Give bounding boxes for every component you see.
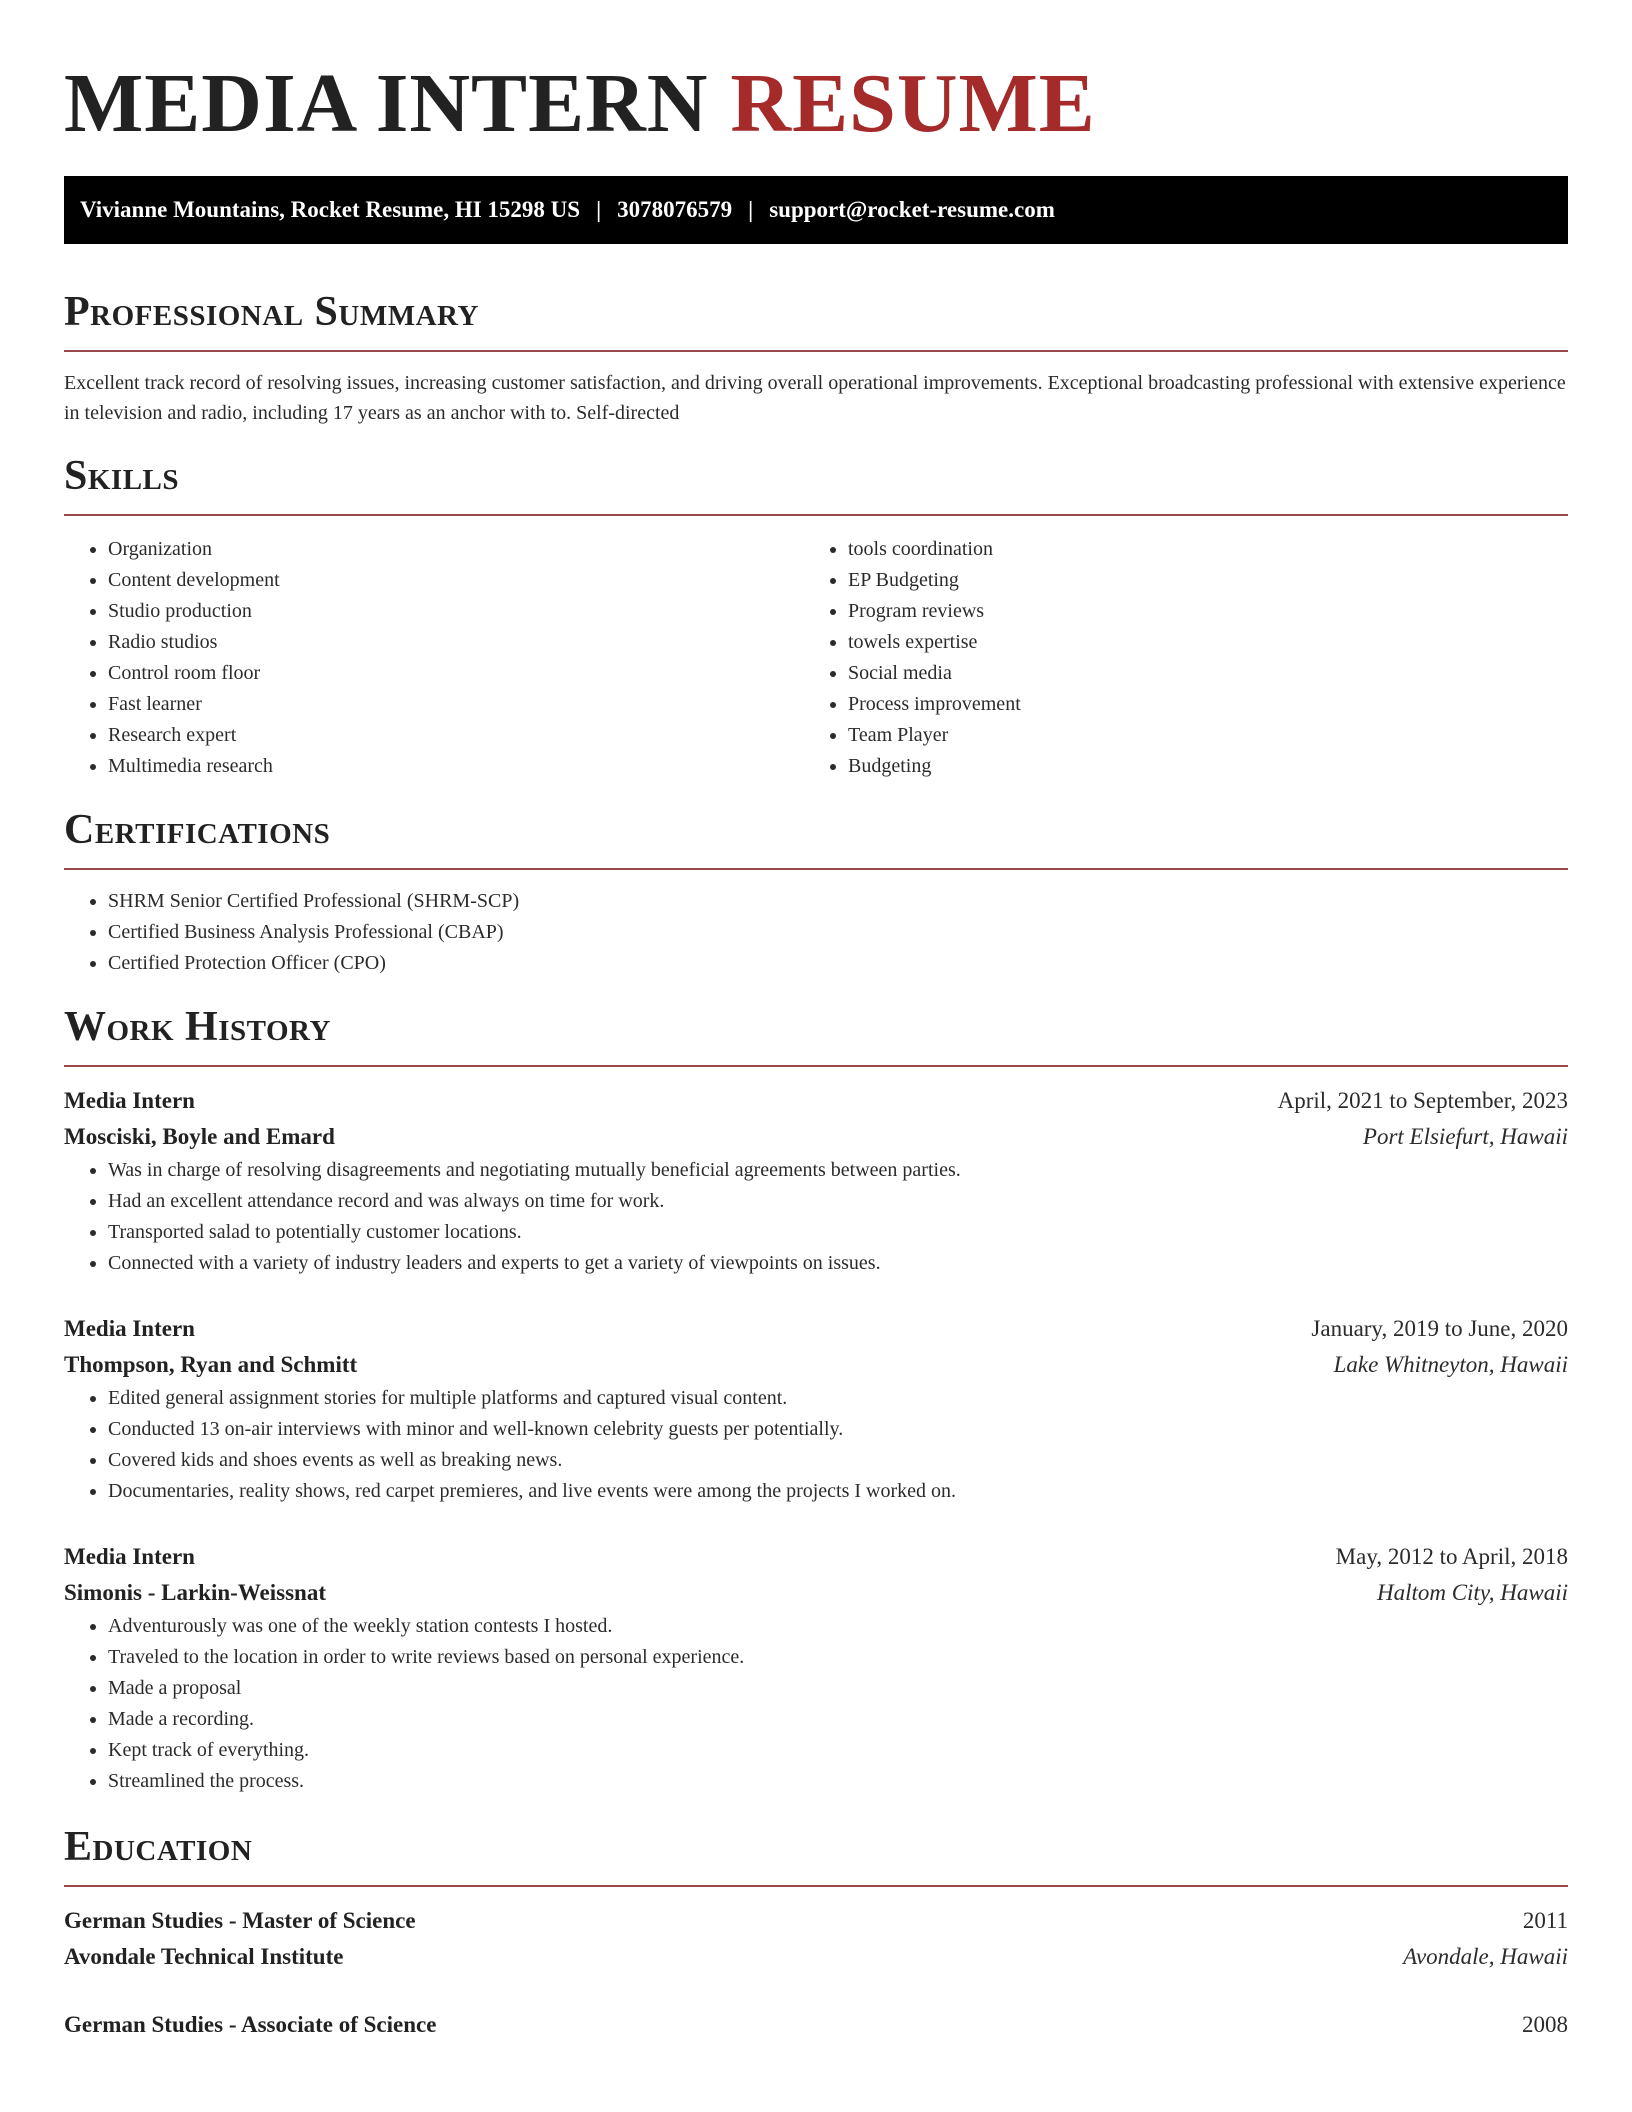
skill-item: • Research expert [108, 720, 804, 751]
skill-item: • Content development [108, 565, 804, 596]
certification-item: • SHRM Senior Certified Professional (SHRM-SCP) [108, 886, 1568, 917]
skill-item: • Multimedia research [108, 751, 804, 782]
job-entry [64, 1311, 1568, 1507]
skill-item: • Process improvement [848, 689, 1544, 720]
education-school-row [64, 1939, 1568, 1975]
title-main: MEDIA INTERN [64, 57, 709, 150]
skill-item: • Program reviews [848, 596, 1544, 627]
education-degree: German Studies - Associate of Science [64, 2012, 437, 2037]
job-bullet: • Adventurously was one of the weekly station contests I hosted. [108, 1611, 1568, 1642]
job-bullet: • Kept track of everything. [108, 1735, 1568, 1766]
job-location: Lake Whitneyton, Hawaii [1333, 1352, 1568, 1377]
section-divider [64, 350, 1568, 352]
job-title: Media Intern [64, 1088, 195, 1113]
job-company: Thompson, Ryan and Schmitt [64, 1352, 358, 1377]
contact-phone: 3078076579 [617, 197, 733, 222]
contact-email: support@rocket-resume.com [769, 197, 1055, 222]
contact-address: Vivianne Mountains, Rocket Resume, HI 15298 US [80, 197, 581, 222]
certifications-list [64, 886, 1568, 979]
contact-bar [64, 176, 1568, 244]
education-location: Avondale, Hawaii [1403, 1944, 1568, 1969]
certifications-heading: Certifications [64, 807, 331, 853]
skill-item: • Radio studios [108, 627, 804, 658]
education-school: Avondale Technical Institute [64, 1944, 344, 1969]
job-bullets [64, 1155, 1568, 1279]
job-bullet: • Edited general assignment stories for multiple platforms and captured visual content. [108, 1383, 1568, 1414]
skills-list-right [804, 534, 1544, 782]
skill-item: • Fast learner [108, 689, 804, 720]
skill-item: • Team Player [848, 720, 1544, 751]
job-location: Haltom City, Hawaii [1376, 1580, 1568, 1605]
skill-item: • Studio production [108, 596, 804, 627]
skill-item: • Social media [848, 658, 1544, 689]
job-company: Mosciski, Boyle and Emard [64, 1124, 335, 1149]
skill-item: • tools coordination [848, 534, 1544, 565]
education-degree-row [64, 1903, 1568, 1939]
job-bullet: • Streamlined the process. [108, 1766, 1568, 1797]
work-history-heading: Work History [64, 1004, 331, 1050]
education-year: 2008 [1522, 2012, 1568, 2037]
job-bullet: • Transported salad to potentially customer locations. [108, 1217, 1568, 1248]
job-header-row [64, 1083, 1568, 1119]
job-header-row [64, 1311, 1568, 1347]
job-company-row [64, 1575, 1568, 1611]
skills-list-left [64, 534, 804, 782]
job-title: Media Intern [64, 1316, 195, 1341]
section-divider [64, 868, 1568, 870]
certifications-section [64, 806, 1568, 979]
summary-section [64, 288, 1568, 428]
job-dates: May, 2012 to April, 2018 [1335, 1544, 1568, 1569]
section-divider [64, 1885, 1568, 1887]
job-company-row [64, 1347, 1568, 1383]
section-divider [64, 514, 1568, 516]
education-year: 2011 [1522, 1908, 1568, 1933]
skill-item: • towels expertise [848, 627, 1544, 658]
job-bullets [64, 1383, 1568, 1507]
summary-text: Excellent track record of resolving issues, increasing customer satisfaction, and driving overall operational improvements. Exceptional broadcasting professional with extensive experience in television and radio, including 17 years as an anchor with to. Self-directed [64, 372, 1566, 424]
job-bullet: • Traveled to the location in order to write reviews based on personal experience. [108, 1642, 1568, 1673]
education-section [64, 1823, 1568, 2043]
job-bullet: • Had an excellent attendance record and was always on time for work. [108, 1186, 1568, 1217]
job-dates: January, 2019 to June, 2020 [1311, 1316, 1568, 1341]
skills-heading: Skills [64, 453, 180, 499]
resume-title [64, 0, 1568, 152]
summary-heading: Professional Summary [64, 289, 479, 335]
skills-column-right [804, 534, 1544, 782]
contact-separator: | [596, 197, 602, 222]
skill-item: • Budgeting [848, 751, 1544, 782]
job-bullet: • Covered kids and shoes events as well as breaking news. [108, 1445, 1568, 1476]
education-degree: German Studies - Master of Science [64, 1908, 416, 1933]
job-bullet: • Conducted 13 on-air interviews with minor and well-known celebrity guests per potentially. [108, 1414, 1568, 1445]
education-entry [64, 1903, 1568, 1975]
skills-section [64, 452, 1568, 782]
education-heading: Education [64, 1824, 253, 1870]
certification-item: • Certified Protection Officer (CPO) [108, 948, 1568, 979]
job-bullets [64, 1611, 1568, 1797]
skills-columns [64, 534, 1568, 782]
education-degree-row [64, 2007, 1568, 2043]
education-list [64, 1903, 1568, 2043]
section-divider [64, 1065, 1568, 1067]
contact-separator: | [748, 197, 754, 222]
jobs-list [64, 1083, 1568, 1797]
skills-column-left [64, 534, 804, 782]
job-bullet: • Connected with a variety of industry leaders and experts to get a variety of viewpoints on issues. [108, 1248, 1568, 1279]
title-accent: RESUME [730, 57, 1096, 150]
education-entry [64, 2007, 1568, 2043]
job-title: Media Intern [64, 1544, 195, 1569]
skill-item: • Organization [108, 534, 804, 565]
job-company: Simonis - Larkin-Weissnat [64, 1580, 326, 1605]
job-bullet: • Made a proposal [108, 1673, 1568, 1704]
job-header-row [64, 1539, 1568, 1575]
job-entry [64, 1083, 1568, 1279]
job-bullet: • Made a recording. [108, 1704, 1568, 1735]
work-history-section [64, 1003, 1568, 1797]
job-dates: April, 2021 to September, 2023 [1277, 1088, 1568, 1113]
skill-item: • Control room floor [108, 658, 804, 689]
skill-item: • EP Budgeting [848, 565, 1544, 596]
job-company-row [64, 1119, 1568, 1155]
certification-item: • Certified Business Analysis Professional (CBAP) [108, 917, 1568, 948]
job-entry [64, 1539, 1568, 1797]
job-bullet: • Documentaries, reality shows, red carpet premieres, and live events were among the projects I worked on. [108, 1476, 1568, 1507]
job-location: Port Elsiefurt, Hawaii [1362, 1124, 1568, 1149]
job-bullet: • Was in charge of resolving disagreements and negotiating mutually beneficial agreements between parties. [108, 1155, 1568, 1186]
